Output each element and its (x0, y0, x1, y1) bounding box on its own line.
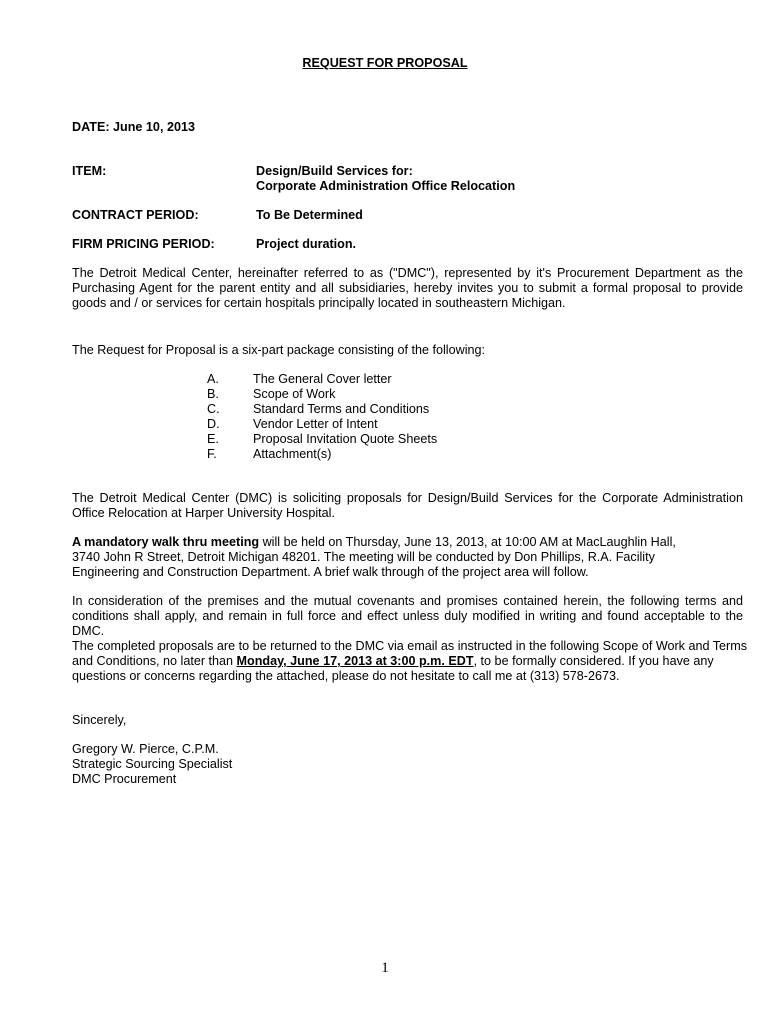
completed-line-2-pre: and Conditions, no later than (72, 654, 237, 668)
list-item: Vendor Letter of Intent (253, 417, 378, 431)
package-intro: The Request for Proposal is a six-part package consisting of the following: (72, 343, 486, 357)
walk-thru-line-1: will be held on Thursday, June 13, 2013, at 10:00 AM at MacLaughlin Hall, (259, 535, 676, 549)
list-item: Scope of Work (253, 387, 336, 401)
date-line: DATE: June 10, 2013 (72, 120, 195, 134)
firm-pricing-value: Project duration. (256, 237, 357, 251)
soliciting-paragraph (72, 491, 743, 521)
document-title: REQUEST FOR PROPOSAL (302, 56, 468, 70)
item-label: ITEM: (72, 164, 107, 178)
completed-line-3: questions or concerns regarding the attached, please do not hesitate to call me at (313) 578-2673. (72, 669, 620, 683)
intro-paragraph-text: The Detroit Medical Center, hereinafter referred to as ("DMC"), represented by it's Procurement Department as the Purchasing Agent for the parent entity and all subsidiaries, hereby invites you to submit a formal proposal to provide goods and / or services for certain hospitals principally located in southeastern Michigan. (72, 266, 743, 310)
signature-name: Gregory W. Pierce, C.P.M. (72, 742, 219, 756)
list-letter: F. (207, 447, 217, 461)
list-item: Attachment(s) (253, 447, 332, 461)
list-letter: C. (207, 402, 220, 416)
item-value-line-1: Design/Build Services for: (256, 164, 413, 178)
list-item: Standard Terms and Conditions (253, 402, 430, 416)
item-value-line-2: Corporate Administration Office Relocation (256, 179, 516, 193)
contract-period-value: To Be Determined (256, 208, 363, 222)
walk-thru-bold: A mandatory walk thru meeting (72, 535, 260, 549)
intro-paragraph (72, 266, 743, 311)
list-letter: E. (207, 432, 219, 446)
walk-thru-line-2: 3740 John R Street, Detroit Michigan 48201. The meeting will be conducted by Don Phillips, R.A. Facility (72, 550, 655, 564)
consideration-paragraph (72, 594, 743, 639)
contract-period-label: CONTRACT PERIOD: (72, 208, 199, 222)
consideration-paragraph-text: In consideration of the premises and the mutual covenants and promises contained herein, the following terms and conditions shall apply, and remain in full force and effect unless duly modified in writing and found acceptable to the DMC. (72, 594, 743, 638)
list-item: Proposal Invitation Quote Sheets (253, 432, 438, 446)
deadline-text: Monday, June 17, 2013 at 3:00 p.m. EDT (236, 654, 474, 668)
list-letter: D. (207, 417, 220, 431)
signature-block (72, 742, 232, 787)
closing: Sincerely, (72, 713, 127, 727)
soliciting-paragraph-text: The Detroit Medical Center (DMC) is soliciting proposals for Design/Build Services for the Corporate Administration Office Relocation at Harper University Hospital. (72, 491, 743, 520)
firm-pricing-label: FIRM PRICING PERIOD: (72, 237, 215, 251)
completed-line-2-post: , to be formally considered. If you have any (473, 654, 714, 668)
walk-thru-line-3: Engineering and Construction Department. A brief walk through of the project area will follow. (72, 565, 589, 579)
signature-org: DMC Procurement (72, 772, 177, 786)
completed-paragraph (72, 639, 748, 684)
list-letter: A. (207, 372, 219, 386)
completed-line-1: The completed proposals are to be returned to the DMC via email as instructed in the following Scope of Work and Terms (72, 639, 748, 653)
page-number: 1 (381, 960, 389, 976)
walk-thru-paragraph (72, 535, 743, 580)
signature-title: Strategic Sourcing Specialist (72, 757, 233, 771)
list-letter: B. (207, 387, 219, 401)
list-item: The General Cover letter (253, 372, 392, 386)
